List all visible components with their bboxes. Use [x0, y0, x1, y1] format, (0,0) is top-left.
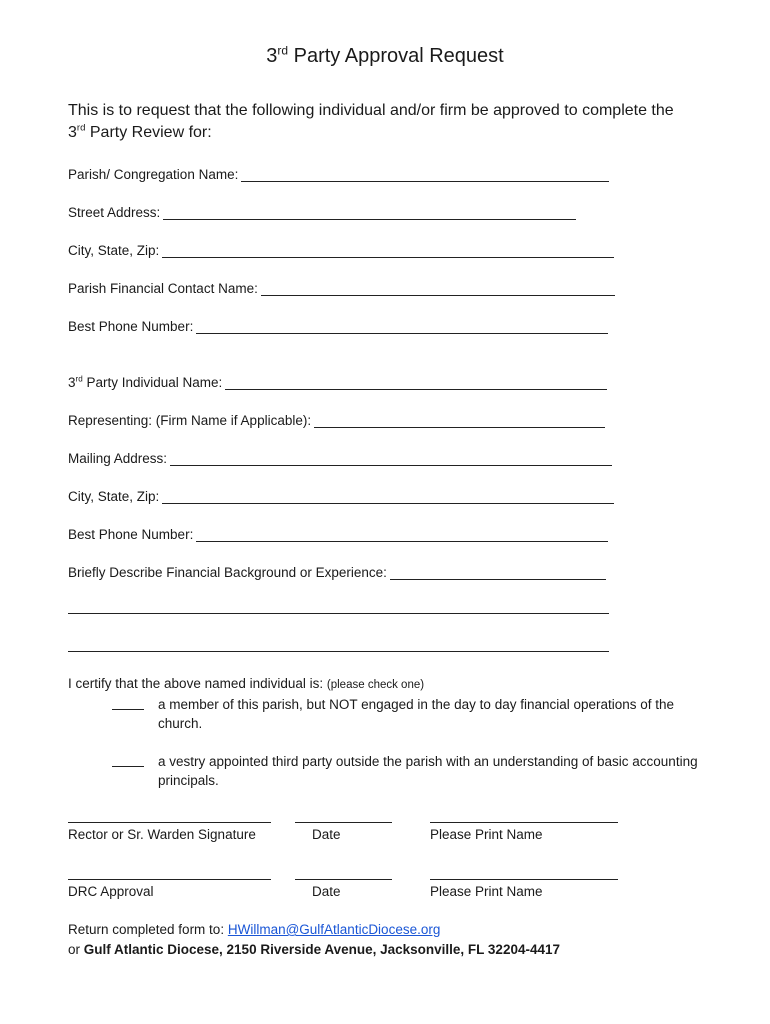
parish-name-input[interactable] [241, 167, 609, 182]
certify-option-2 [112, 752, 732, 790]
date-line-1[interactable] [295, 822, 392, 823]
drc-approval-label: DRC Approval [68, 884, 154, 899]
option-2-checkbox[interactable] [112, 752, 144, 767]
background-line-2[interactable] [68, 613, 609, 614]
third-party-number: 3 [68, 375, 76, 390]
street-address-input[interactable] [163, 205, 576, 220]
best-phone-input-2[interactable] [196, 527, 608, 542]
background-field [68, 560, 606, 580]
best-phone-label-2: Best Phone Number: [68, 527, 194, 542]
option-2-text: a vestry appointed third party outside the parish with an understanding of basic accounting principals. [158, 754, 698, 788]
city-state-zip-field-2 [68, 484, 614, 504]
page-title [0, 45, 770, 68]
third-party-name-label [68, 375, 222, 390]
city-state-zip-input-1[interactable] [162, 243, 614, 258]
or-text: or [68, 942, 84, 957]
email-link[interactable]: HWillman@GulfAtlanticDiocese.org [227, 922, 441, 937]
financial-contact-field [68, 276, 615, 296]
third-party-superscript: rd [75, 374, 83, 384]
drc-approval-line[interactable] [68, 879, 271, 880]
city-state-zip-label-2: City, State, Zip: [68, 489, 160, 504]
representing-label: Representing: (Firm Name if Applicable): [68, 413, 312, 428]
third-party-name-input[interactable] [225, 375, 607, 390]
city-state-zip-field-1 [68, 238, 614, 258]
print-name-line-1[interactable] [430, 822, 618, 823]
intro-paragraph [68, 100, 674, 144]
certify-hint: (please check one) [326, 679, 425, 691]
representing-input[interactable] [314, 413, 605, 428]
parish-name-label: Parish/ Congregation Name: [68, 167, 239, 182]
certify-text: I certify that the above named individual is: [68, 676, 327, 691]
return-line [68, 920, 560, 940]
best-phone-label-1: Best Phone Number: [68, 319, 194, 334]
title-number: 3 [266, 45, 278, 67]
date-line-2[interactable] [295, 879, 392, 880]
intro-number: 3 [68, 124, 77, 141]
background-input[interactable] [390, 565, 606, 580]
option-1-text: a member of this parish, but NOT engaged in the day to day financial operations of the church. [158, 697, 675, 731]
address-line [68, 940, 560, 960]
certify-option-1 [112, 695, 712, 733]
mailing-address-input[interactable] [170, 451, 612, 466]
background-line-3[interactable] [68, 651, 609, 652]
rector-signature-label: Rector or Sr. Warden Signature [68, 827, 256, 842]
intro-line-2 [68, 122, 674, 144]
date-label-1: Date [312, 827, 341, 842]
title-text: Party Approval Request [293, 45, 504, 67]
financial-contact-input[interactable] [261, 281, 615, 296]
diocese-address: Gulf Atlantic Diocese, 2150 Riverside Avenue, Jacksonville, FL 32204-4417 [83, 942, 560, 957]
best-phone-input-1[interactable] [196, 319, 608, 334]
mailing-address-field [68, 446, 612, 466]
city-state-zip-label-1: City, State, Zip: [68, 243, 160, 258]
certify-statement [68, 676, 424, 691]
title-superscript: rd [277, 43, 289, 58]
print-name-label-2: Please Print Name [430, 884, 543, 899]
return-text: Return completed form to: [68, 922, 228, 937]
street-address-field [68, 200, 576, 220]
mailing-address-label: Mailing Address: [68, 451, 168, 466]
intro-line-1: This is to request that the following individual and/or firm be approved to complete the [68, 102, 674, 119]
representing-field [68, 408, 605, 428]
best-phone-field-2 [68, 522, 608, 542]
parish-name-field [68, 162, 609, 182]
background-label: Briefly Describe Financial Background or Experience: [68, 565, 387, 580]
footer [68, 920, 560, 960]
option-1-checkbox[interactable] [112, 695, 144, 710]
best-phone-field-1 [68, 314, 608, 334]
third-party-label-text: Party Individual Name: [82, 375, 223, 390]
third-party-name-field [68, 370, 607, 390]
city-state-zip-input-2[interactable] [162, 489, 614, 504]
intro-superscript: rd [76, 122, 86, 134]
financial-contact-label: Parish Financial Contact Name: [68, 281, 258, 296]
print-name-label-1: Please Print Name [430, 827, 543, 842]
intro-line-2-text: Party Review for: [85, 124, 212, 141]
print-name-line-2[interactable] [430, 879, 618, 880]
date-label-2: Date [312, 884, 341, 899]
rector-signature-line[interactable] [68, 822, 271, 823]
street-address-label: Street Address: [68, 205, 161, 220]
